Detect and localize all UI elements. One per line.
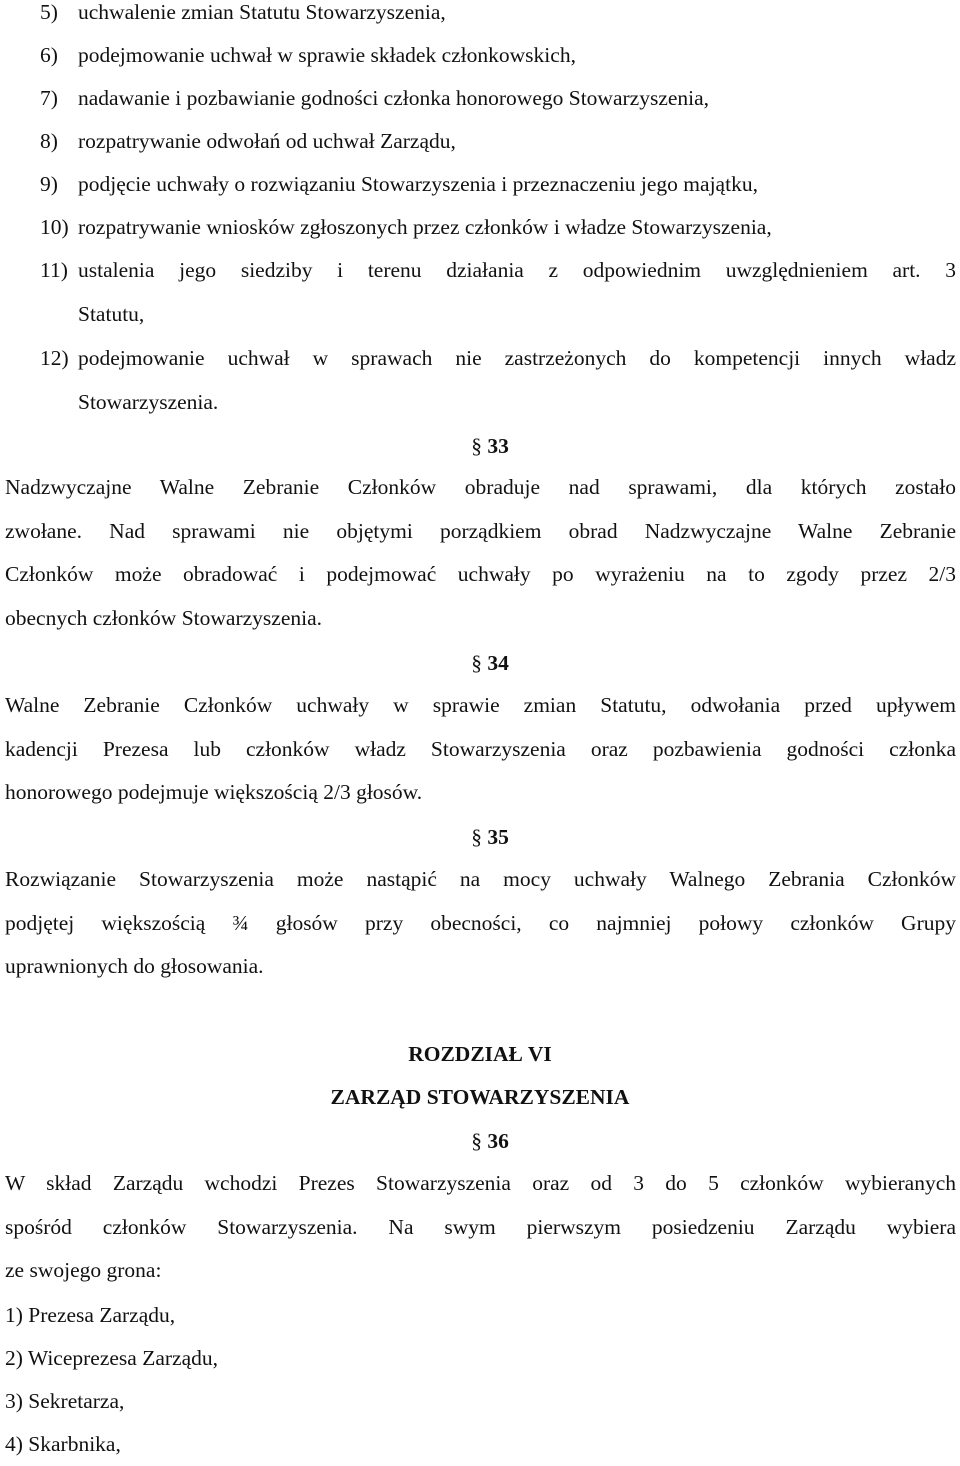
section-number: 35 [487,825,509,849]
section-number: 36 [487,1129,509,1153]
list-item-number: 12) [40,346,69,370]
section-sign-icon: § [471,1129,482,1153]
section-sign-icon: § [471,825,482,849]
list-item-number: 6) [40,43,58,67]
paragraph-line: Nadzwyczajne Walne Zebranie Członków obraduje nad sprawami, dla których zostało [5,475,956,499]
board-list-item: 4) Skarbnika, [5,1432,121,1456]
paragraph-line: Członków może obradować i podejmować uchwały po wyrażeniu na to zgody przez 2/3 [5,562,956,586]
paragraph-35 [5,858,956,989]
paragraph-line: W skład Zarządu wchodzi Prezes Stowarzyszenia oraz od 3 do 5 członków wybieranych [5,1171,956,1195]
paragraph-line: Rozwiązanie Stowarzyszenia może nastąpić na mocy uchwały Walnego Zebrania Członków [5,867,956,891]
section-sign-icon: § [471,434,482,458]
list-item-number: 9) [40,172,58,196]
section-sign-icon: § [471,651,482,675]
board-list-item: 2) Wiceprezesa Zarządu, [5,1346,219,1370]
paragraph-33 [5,466,956,640]
list-item-text: podejmowanie uchwał w sprawie składek członkowskich, [78,43,576,67]
list-item-number: 11) [40,258,68,282]
section-number: 33 [487,434,509,458]
list-item-text: Statutu, [78,302,145,326]
chapter-title: ROZDZIAŁ VI [408,1042,552,1066]
list-item-text: podejmowanie uchwał w sprawach nie zastrzeżonych do kompetencji innych władz [78,346,956,370]
paragraph-line: honorowego podejmuje większością 2/3 głosów. [5,780,423,804]
chapter-subtitle: ZARZĄD STOWARZYSZENIA [330,1085,630,1109]
section-heading-35 [10,815,960,859]
paragraph-line: podjętej większością ¾ głosów przy obecności, co najmniej połowy członków Grupy [5,910,956,935]
list-item-text: podjęcie uchwały o rozwiązaniu Stowarzyszenia i przeznaczeniu jego majątku, [78,172,758,196]
paragraph-line: spośród członków Stowarzyszenia. Na swym pierwszym posiedzeniu Zarządu wybiera [5,1214,956,1239]
section-heading-34 [10,641,960,685]
paragraph-line: uprawnionych do głosowania. [5,954,264,978]
paragraph-line: obecnych członków Stowarzyszenia. [5,605,323,630]
paragraph-line: Walne Zebranie Członków uchwały w sprawie zmian Statutu, odwołania przed upływem [5,693,956,717]
list-item-text: uchwalenie zmian Statutu Stowarzyszenia, [78,0,446,24]
paragraph-34 [5,684,956,815]
list-item-number: 7) [40,86,58,110]
list-item-text: Stowarzyszenia. [78,390,219,414]
paragraph-36 [5,1162,956,1293]
section-heading-33 [10,424,960,468]
list-item-number: 8) [40,129,58,153]
list-item-text: rozpatrywanie odwołań od uchwał Zarządu, [78,129,456,153]
board-list-item: 1) Prezesa Zarządu, [5,1303,176,1327]
paragraph-line: kadencji Prezesa lub członków władz Stowarzyszenia oraz pozbawienia godności członka [5,736,956,761]
section-number: 34 [487,651,509,675]
section-heading-36 [10,1119,960,1163]
paragraph-line: ze swojego grona: [5,1258,162,1282]
list-item-text: rozpatrywanie wniosków zgłoszonych przez członków i władze Stowarzyszenia, [78,215,772,239]
paragraph-line: zwołane. Nad sprawami nie objętymi porządkiem obrad Nadzwyczajne Walne Zebranie [5,518,956,543]
list-item-number: 10) [40,215,69,239]
list-item-text: nadawanie i pozbawianie godności członka honorowego Stowarzyszenia, [78,86,710,110]
board-list-item: 3) Sekretarza, [5,1389,125,1413]
list-item-number: 5) [40,0,58,24]
list-item-text: ustalenia jego siedziby i terenu działania z odpowiednim uwzględnieniem art. 3 [78,258,956,282]
